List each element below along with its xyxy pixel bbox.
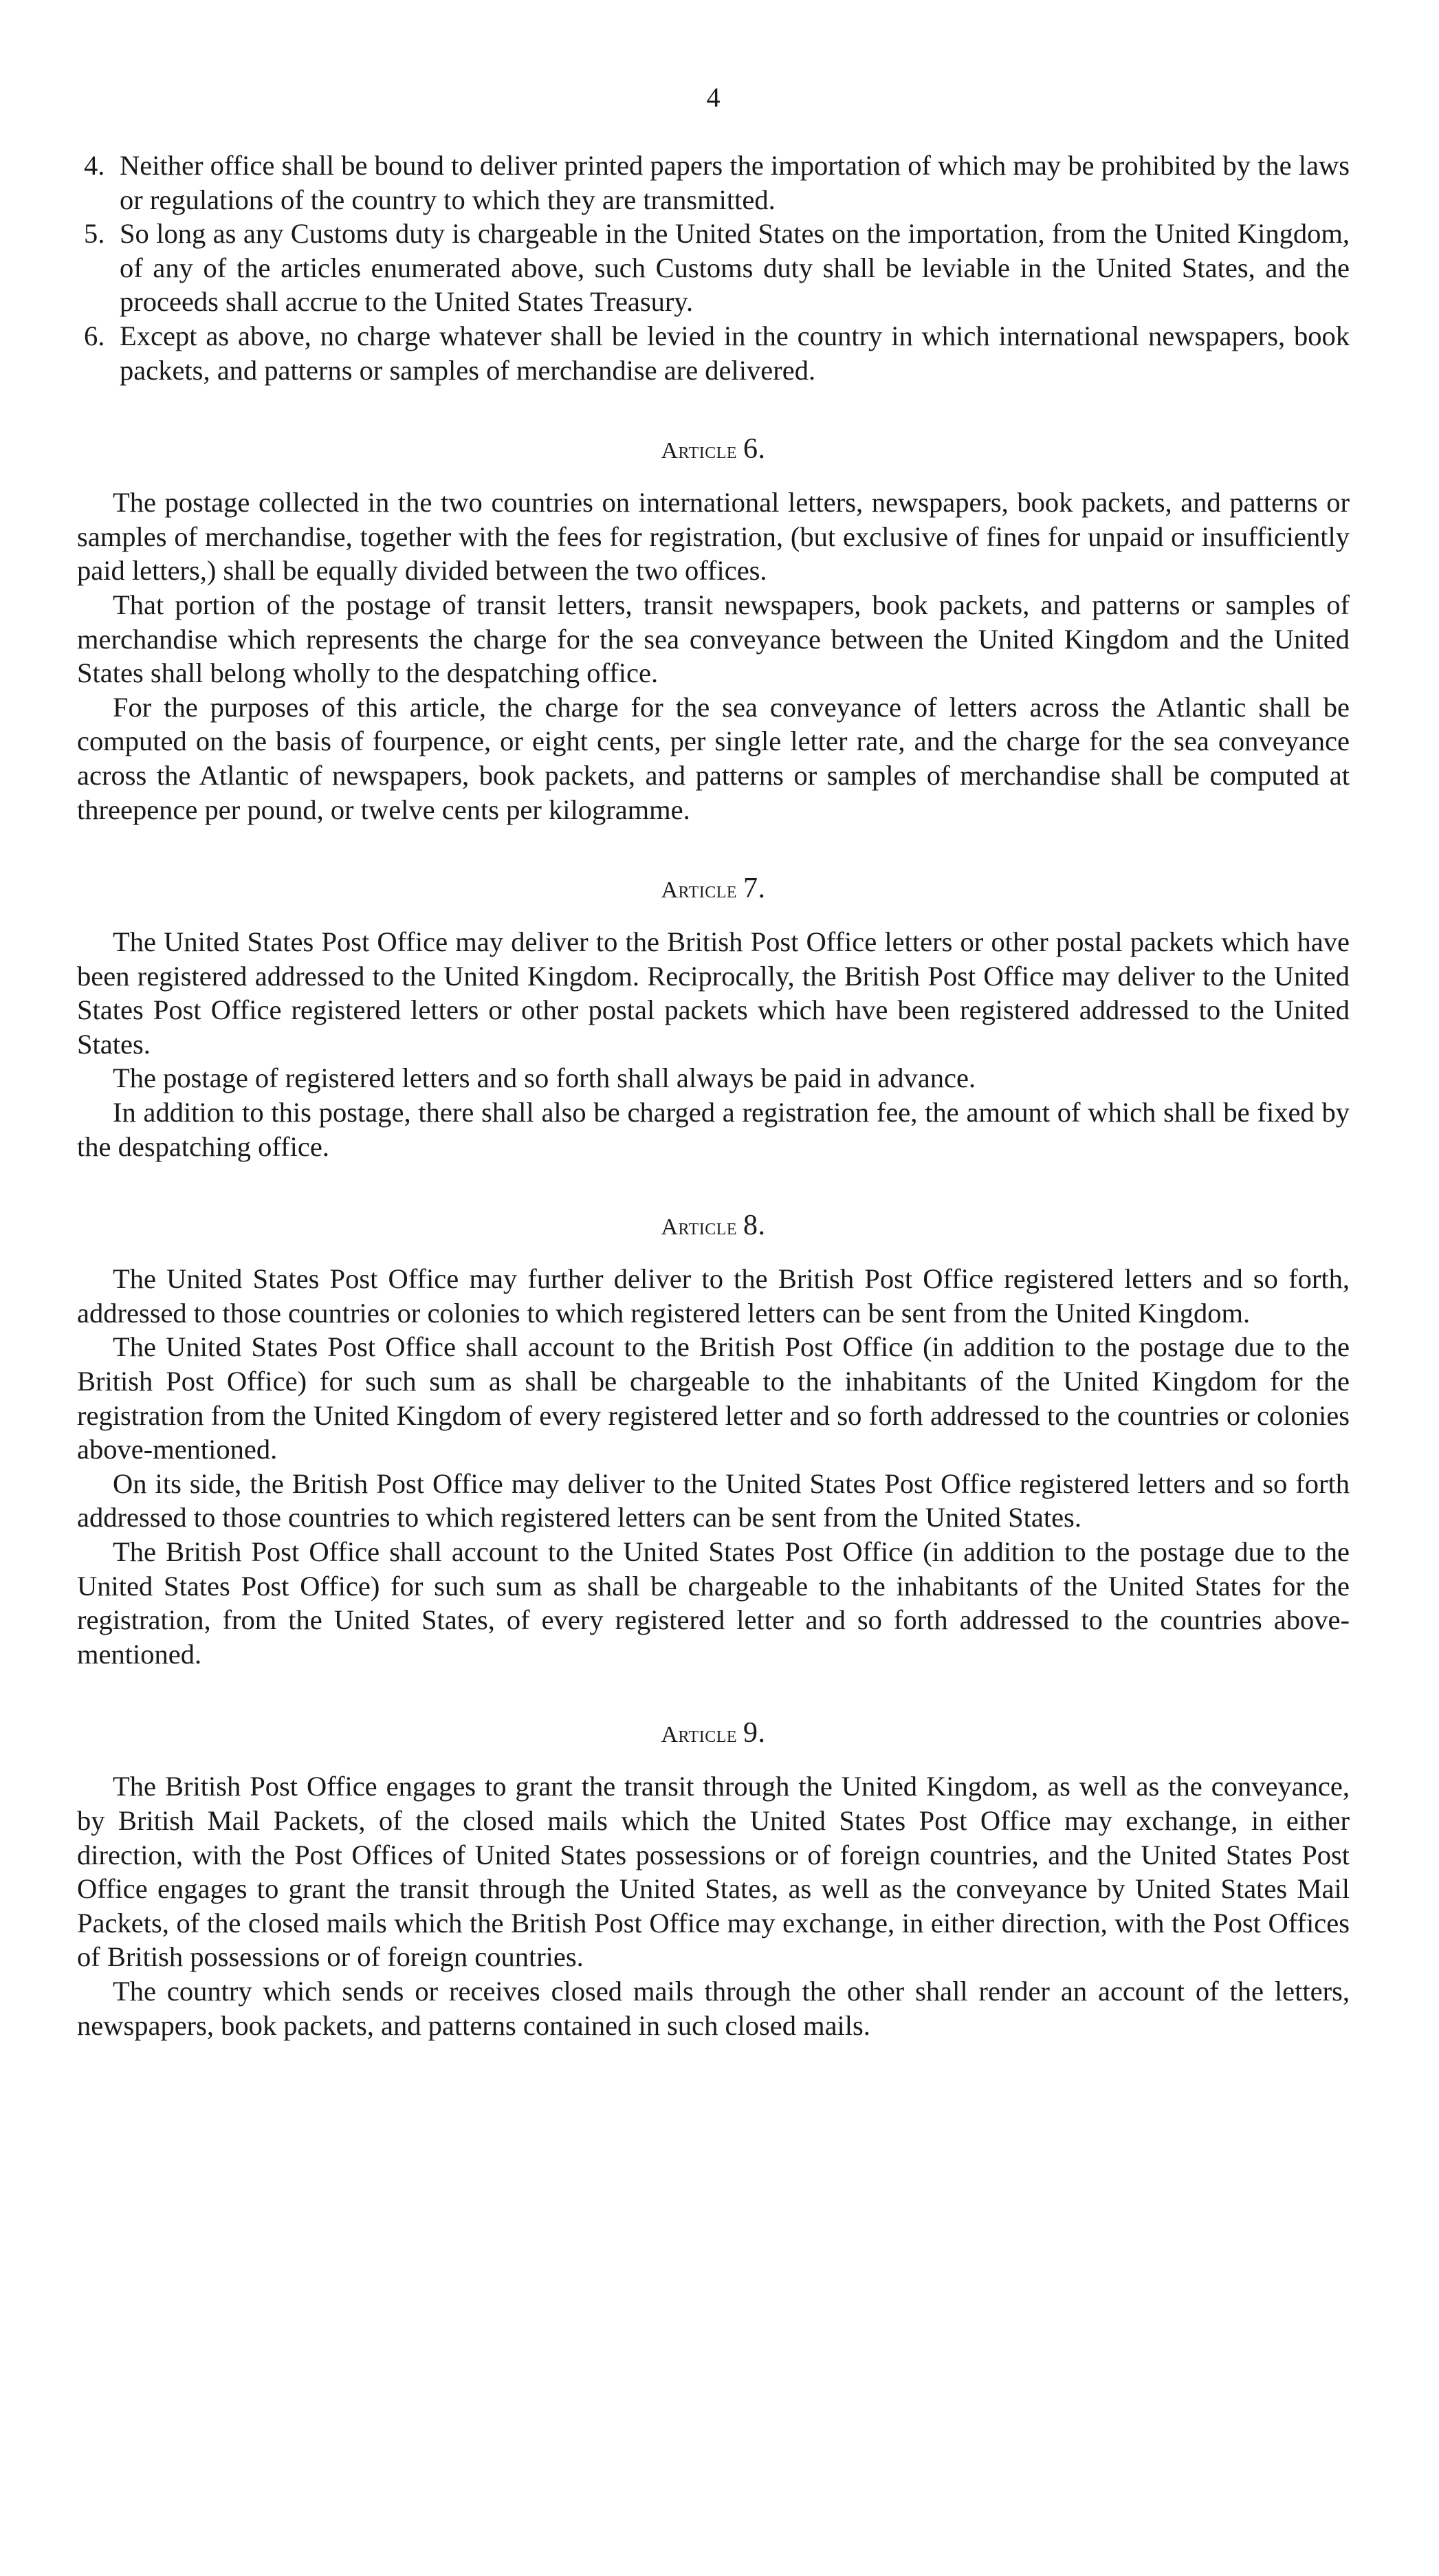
numbered-list bbox=[77, 149, 1350, 387]
article-paragraph: The country which sends or receives closed mails through the other shall render an account of the letters, newspapers, book packets, and patterns contained in such closed mails. bbox=[77, 1975, 1350, 2041]
list-item bbox=[77, 217, 1350, 319]
article-number: 6. bbox=[743, 433, 766, 466]
list-item-text: So long as any Customs duty is chargeable in the United States on the importation, from the United Kingdom, of any of the articles enumerated above, such Customs duty shall be leviable in the United States, and the proceeds shall accrue to the United States Treasury. bbox=[120, 218, 1350, 318]
article-paragraph: On its side, the British Post Office may deliver to the United States Post Office registered letters and so forth addressed to those countries to which registered letters can be sent from the United States. bbox=[77, 1467, 1350, 1533]
article-paragraph: The postage of registered letters and so forth shall always be paid in advance. bbox=[113, 1062, 976, 1094]
article-7-section bbox=[77, 872, 1350, 1164]
article-paragraph: The postage collected in the two countries on international letters, newspapers, book packets, and patterns or samples of merchandise, together with the fees for registration, (but exclusive of fines for unpaid or insufficiently paid letters,) shall be equally divided between the two offices. bbox=[77, 487, 1350, 587]
list-item-text: Neither office shall be bound to deliver printed papers the importation of which may be prohibited by the laws or regulations of the country to which they are transmitted. bbox=[120, 150, 1350, 215]
article-heading bbox=[77, 872, 1350, 907]
article-number: 8. bbox=[743, 1210, 766, 1242]
article-number: 7. bbox=[743, 873, 766, 905]
article-label: Article bbox=[661, 438, 738, 464]
list-item-number: 4. bbox=[84, 150, 105, 181]
list-item bbox=[77, 319, 1350, 387]
article-label: Article bbox=[661, 1214, 738, 1241]
list-item-number: 6. bbox=[84, 320, 105, 351]
page-number: 4 bbox=[706, 82, 721, 113]
article-9-section bbox=[77, 1716, 1350, 2042]
article-heading bbox=[77, 1209, 1350, 1244]
article-paragraph: The United States Post Office may deliver to the British Post Office letters or other postal packets which have been registered addressed to the United Kingdom. Reciprocally, the British Post Office may deliver to the United States Post Office registered letters or other postal packets which have been registered addressed to the United States. bbox=[77, 926, 1350, 1060]
article-paragraph: The British Post Office shall account to the United States Post Office (in addition to the postage due to the United States Post Office) for such sum as shall be chargeable to the inhabitants of the United States for the registration, from the United States, of every registered letter and so forth addressed to the countries above-mentioned. bbox=[77, 1536, 1350, 1670]
article-8-section bbox=[77, 1209, 1350, 1671]
article-heading bbox=[77, 1716, 1350, 1751]
article-paragraph: The United States Post Office may further deliver to the British Post Office registered letters and so forth, addressed to those countries or colonies to which registered letters can be sent from the United Kingdom. bbox=[77, 1263, 1350, 1329]
article-label: Article bbox=[661, 1722, 738, 1748]
list-item bbox=[77, 149, 1350, 217]
article-paragraph: In addition to this postage, there shall also be charged a registration fee, the amount of which shall be fixed by the despatching office. bbox=[77, 1097, 1350, 1162]
article-label: Article bbox=[661, 877, 738, 904]
article-6-section bbox=[77, 433, 1350, 827]
article-paragraph: The United States Post Office shall account to the British Post Office (in addition to the postage due to the British Post Office) for such sum as shall be chargeable to the inhabitants of the United Kingdom for the registration from the United Kingdom of every registered letter and so forth addressed to the countries or colonies above-mentioned. bbox=[77, 1331, 1350, 1465]
article-paragraph: That portion of the postage of transit letters, transit newspapers, book packets, and patterns or samples of merchandise which represents the charge for the sea conveyance between the United Kingdom and the United States shall belong wholly to the despatching office. bbox=[77, 589, 1350, 689]
article-heading bbox=[77, 433, 1350, 468]
list-item-text: Except as above, no charge whatever shall be levied in the country in which international newspapers, book packets, and patterns or samples of merchandise are delivered. bbox=[120, 320, 1350, 386]
article-paragraph: For the purposes of this article, the charge for the sea conveyance of letters across the Atlantic shall be computed on the basis of fourpence, or eight cents, per single letter rate, and the charge for the sea conveyance across the Atlantic of newspapers, book packets, and patterns or samples of merchandise shall be computed at threepence per pound, or twelve cents per kilogramme. bbox=[77, 691, 1350, 825]
list-item-number: 5. bbox=[84, 218, 105, 250]
article-paragraph: The British Post Office engages to grant the transit through the United Kingdom, as well as the conveyance, by British Mail Packets, of the closed mails which the United States Post Office may exchange, in either direction, with the Post Offices of United States possessions or of foreign countries, and the United States Post Office engages to grant the transit through the United States, as well as the conveyance by United States Mail Packets, of the closed mails which the British Post Office may exchange, in either direction, with the Post Offices of British possessions or of foreign countries. bbox=[77, 1771, 1350, 1973]
article-number: 9. bbox=[743, 1717, 766, 1749]
